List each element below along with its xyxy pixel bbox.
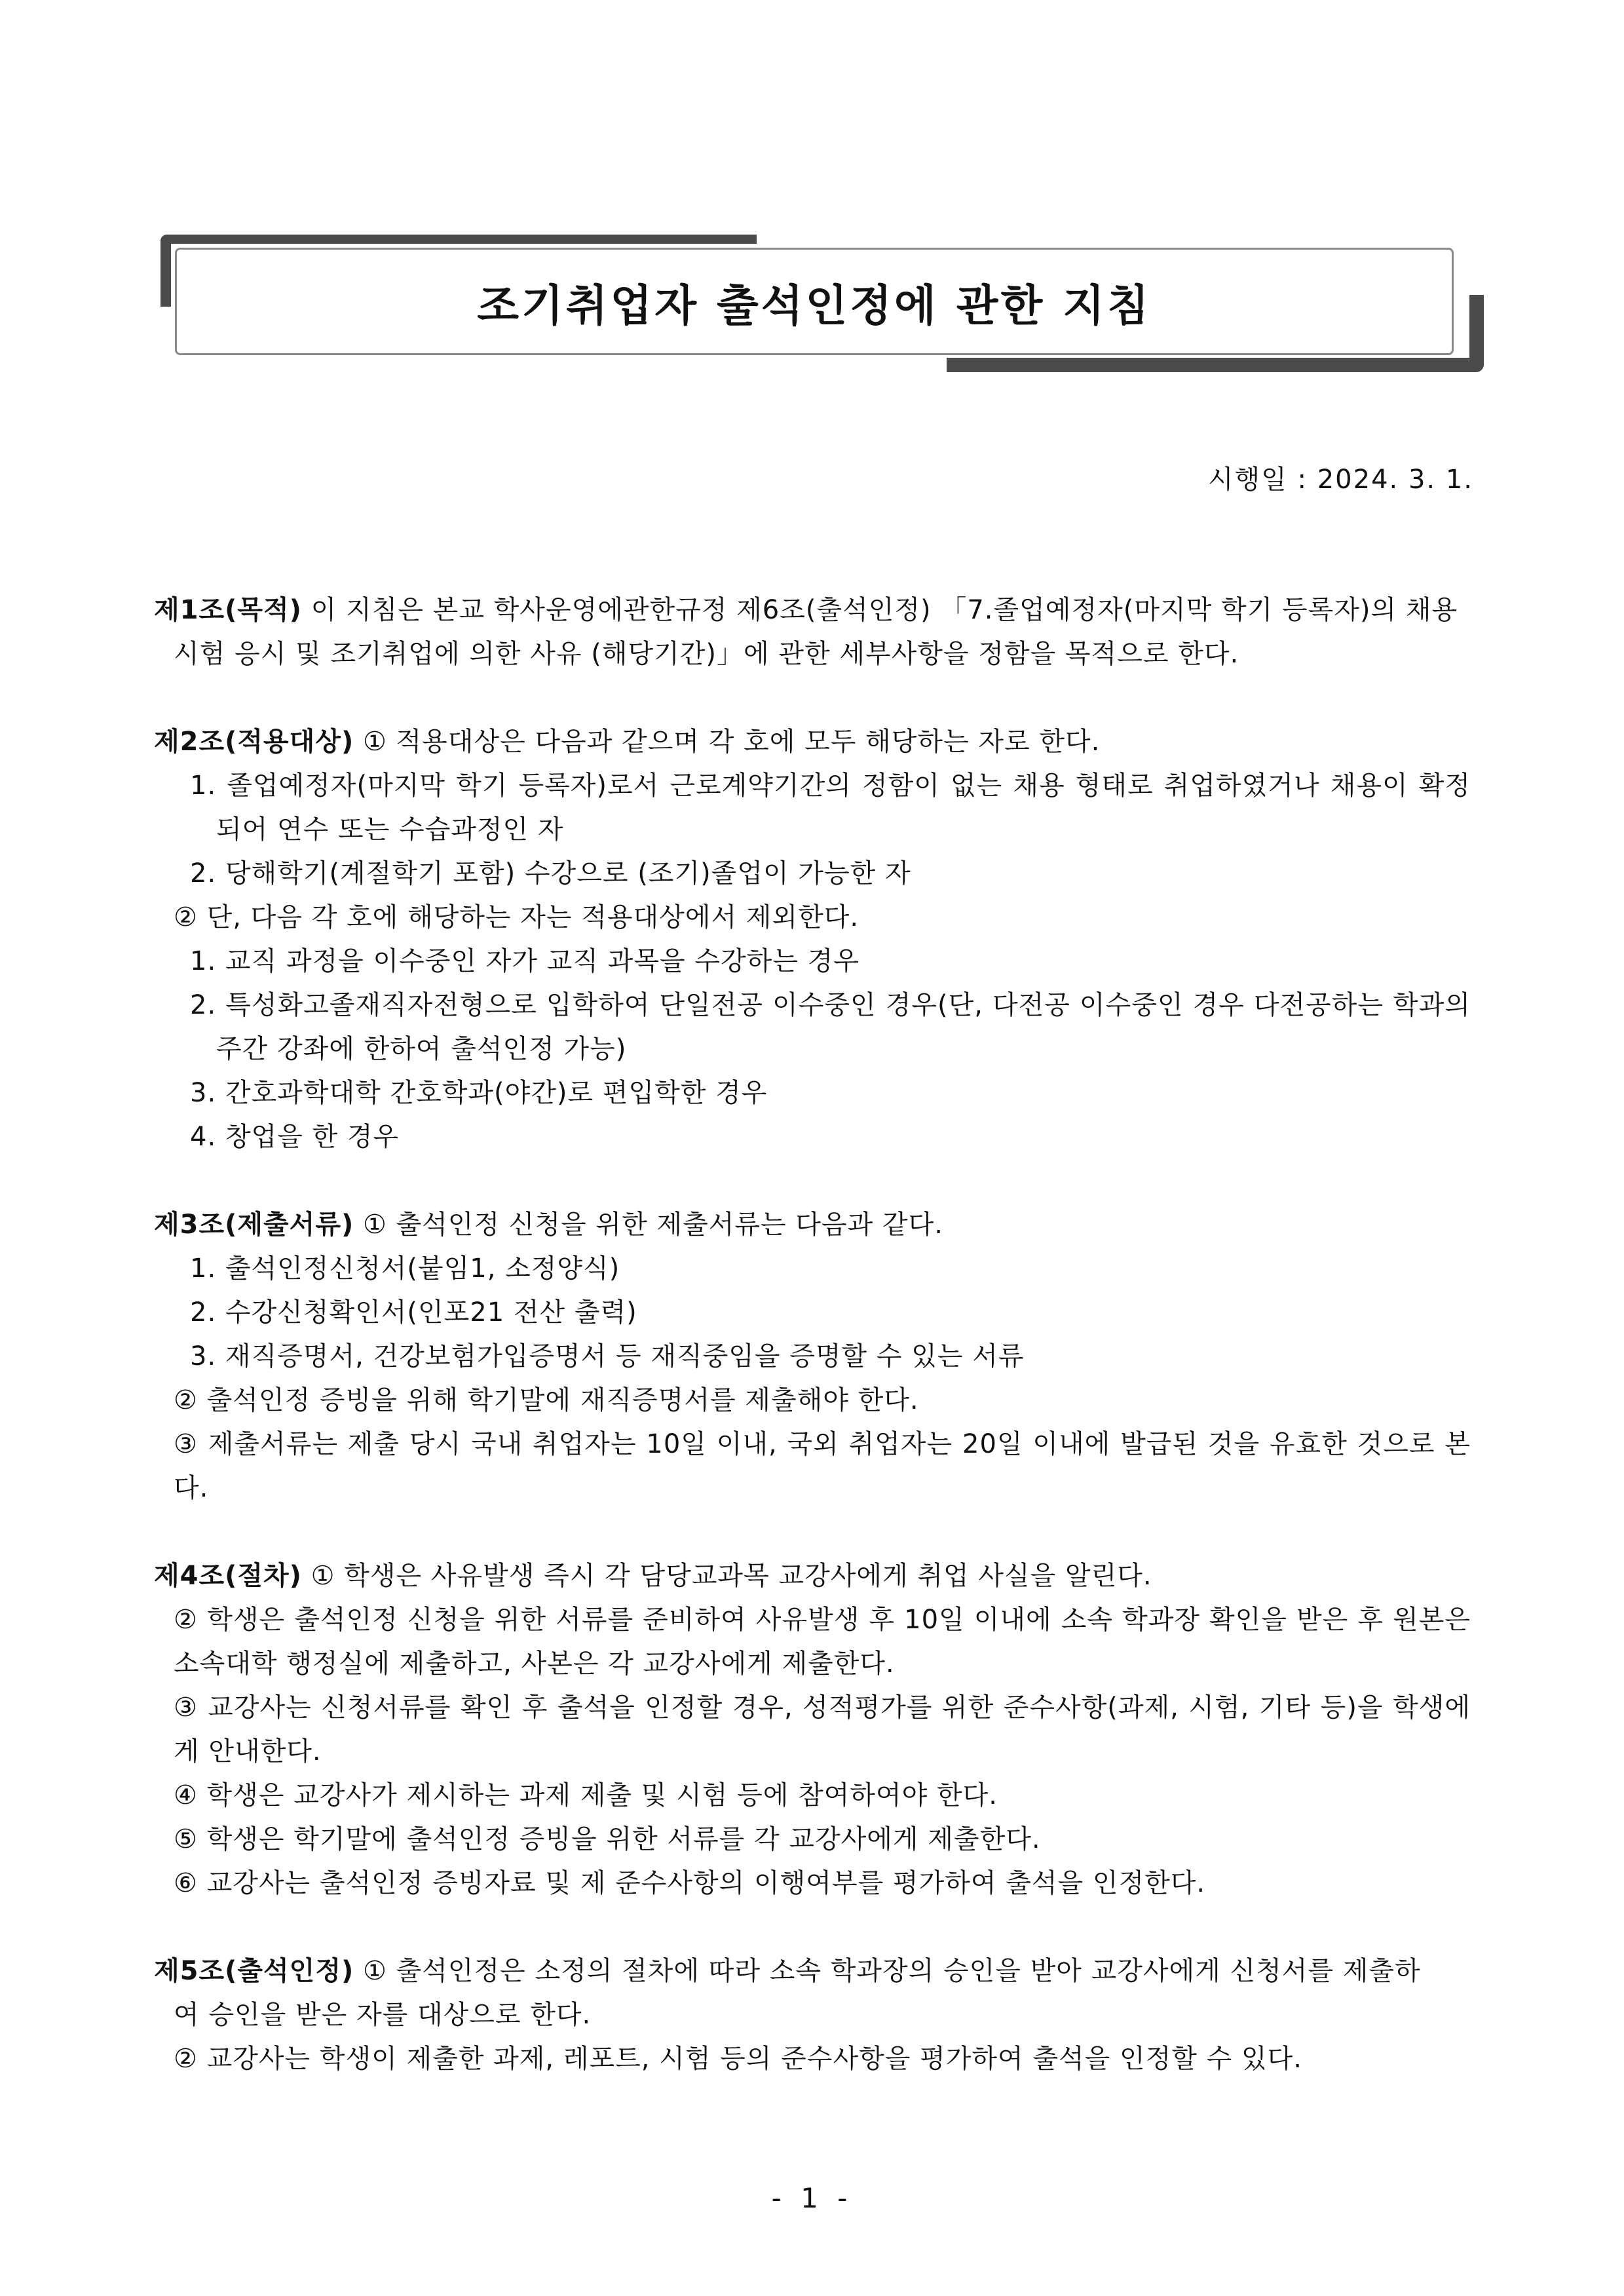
list-item: 3. 재직증명서, 건강보험가입증명서 등 재직중임을 증명할 수 있는 서류 [190, 1341, 1025, 1371]
paragraph: ④ 학생은 교강사가 제시하는 과제 제출 및 시험 등에 참여하여야 한다. [174, 1780, 998, 1810]
article-2-intro [154, 720, 1471, 764]
article-5-line-1 [154, 1949, 1471, 1993]
document-body [154, 588, 1471, 2081]
paragraph: ③ 제출서류는 제출 당시 국내 취업자는 10일 이내, 국외 취업자는 20일 이내에 발급된 것을 유효한 것으로 본다. [174, 1429, 1471, 1503]
title-shadow [161, 235, 757, 244]
title-frame [161, 235, 1484, 372]
article-heading: 제2조(적용대상) [154, 727, 354, 757]
list-item: 4. 창업을 한 경우 [190, 1122, 400, 1152]
article-3-intro [154, 1203, 1471, 1247]
paragraph: ② 단, 다음 각 호에 해당하는 자는 적용대상에서 제외한다. [174, 902, 859, 932]
list-item: 1. 교직 과정을 이수중인 자가 교직 과목을 수강하는 경우 [190, 946, 859, 976]
article-heading: 제1조(목적) [154, 595, 302, 625]
paragraph: ② 학생은 출석인정 신청을 위한 서류를 준비하여 사유발생 후 10일 이내에 소속 학과장 확인을 받은 후 원본은 소속대학 행정실에 제출하고, 사본은 각 교강사에게 제출한다. [174, 1605, 1471, 1679]
list-item: 2. 특성화고졸재직자전형으로 입학하여 단일전공 이수중인 경우(단, 다전공 이수중인 경우 다전공하는 학과의 주간 강좌에 한하여 출석인정 가능) [190, 990, 1471, 1064]
article-1-line-1 [154, 588, 1471, 632]
article-text: ① 학생은 사유발생 즉시 각 담당교과목 교강사에게 취업 사실을 알린다. [301, 1561, 1152, 1591]
title-shadow [947, 358, 1484, 372]
list-item: 3. 간호과학대학 간호학과(야간)로 편입학한 경우 [190, 1078, 768, 1108]
article-text: ① 적용대상은 다음과 같으며 각 호에 모두 해당하는 자로 한다. [354, 727, 1101, 757]
title-box [175, 248, 1454, 355]
page-number: - 1 - [771, 2182, 853, 2214]
document-title: 조기취업자 출석인정에 관한 지침 [477, 280, 1152, 331]
paragraph: ⑤ 학생은 학기말에 출석인정 증빙을 위한 서류를 각 교강사에게 제출한다. [174, 1824, 1041, 1854]
article-heading: 제4조(절차) [154, 1561, 302, 1591]
article-text: ① 출석인정 신청을 위한 제출서류는 다음과 같다. [354, 1210, 943, 1240]
list-item: 2. 당해학기(계절학기 포함) 수강으로 (조기)졸업이 가능한 자 [190, 858, 911, 889]
article-5-line-2: 여 승인을 받은 자를 대상으로 한다. [174, 2000, 592, 2030]
paragraph: ⑥ 교강사는 출석인정 증빙자료 및 제 준수사항의 이행여부를 평가하여 출석을 인정한다. [174, 1868, 1206, 1898]
article-heading: 제3조(제출서류) [154, 1210, 354, 1240]
article-text: 이 지침은 본교 학사운영에관한규정 제6조(출석인정) 「7.졸업예정자(마지막 학기 등록자)의 채용 [301, 595, 1458, 625]
effective-date: 시행일 : 2024. 3. 1. [1207, 465, 1473, 495]
article-heading: 제5조(출석인정) [154, 1956, 354, 1986]
paragraph: ② 출석인정 증빙을 위해 학기말에 재직증명서를 제출해야 한다. [174, 1385, 919, 1415]
list-item: 1. 졸업예정자(마지막 학기 등록자)로서 근로계약기간의 정함이 없는 채용 형태로 취업하였거나 채용이 확정되어 연수 또는 수습과정인 자 [190, 771, 1471, 845]
paragraph: ② 교강사는 학생이 제출한 과제, 레포트, 시험 등의 준수사항을 평가하여 출석을 인정할 수 있다. [174, 2044, 1302, 2074]
article-4-intro [154, 1554, 1471, 1598]
article-1-line-2: 시험 응시 및 조기취업에 의한 사유 (해당기간)」에 관한 세부사항을 정함을 목적으로 한다. [174, 639, 1239, 669]
paragraph: ③ 교강사는 신청서류를 확인 후 출석을 인정할 경우, 성적평가를 위한 준수사항(과제, 시험, 기타 등)을 학생에게 안내한다. [174, 1693, 1471, 1767]
list-item: 2. 수강신청확인서(인포21 전산 출력) [190, 1297, 637, 1328]
article-text: ① 출석인정은 소정의 절차에 따라 소속 학과장의 승인을 받아 교강사에게 신청서를 제출하 [354, 1956, 1421, 1986]
list-item: 1. 출석인정신청서(붙임1, 소정양식) [190, 1253, 620, 1284]
title-shadow [161, 235, 171, 307]
